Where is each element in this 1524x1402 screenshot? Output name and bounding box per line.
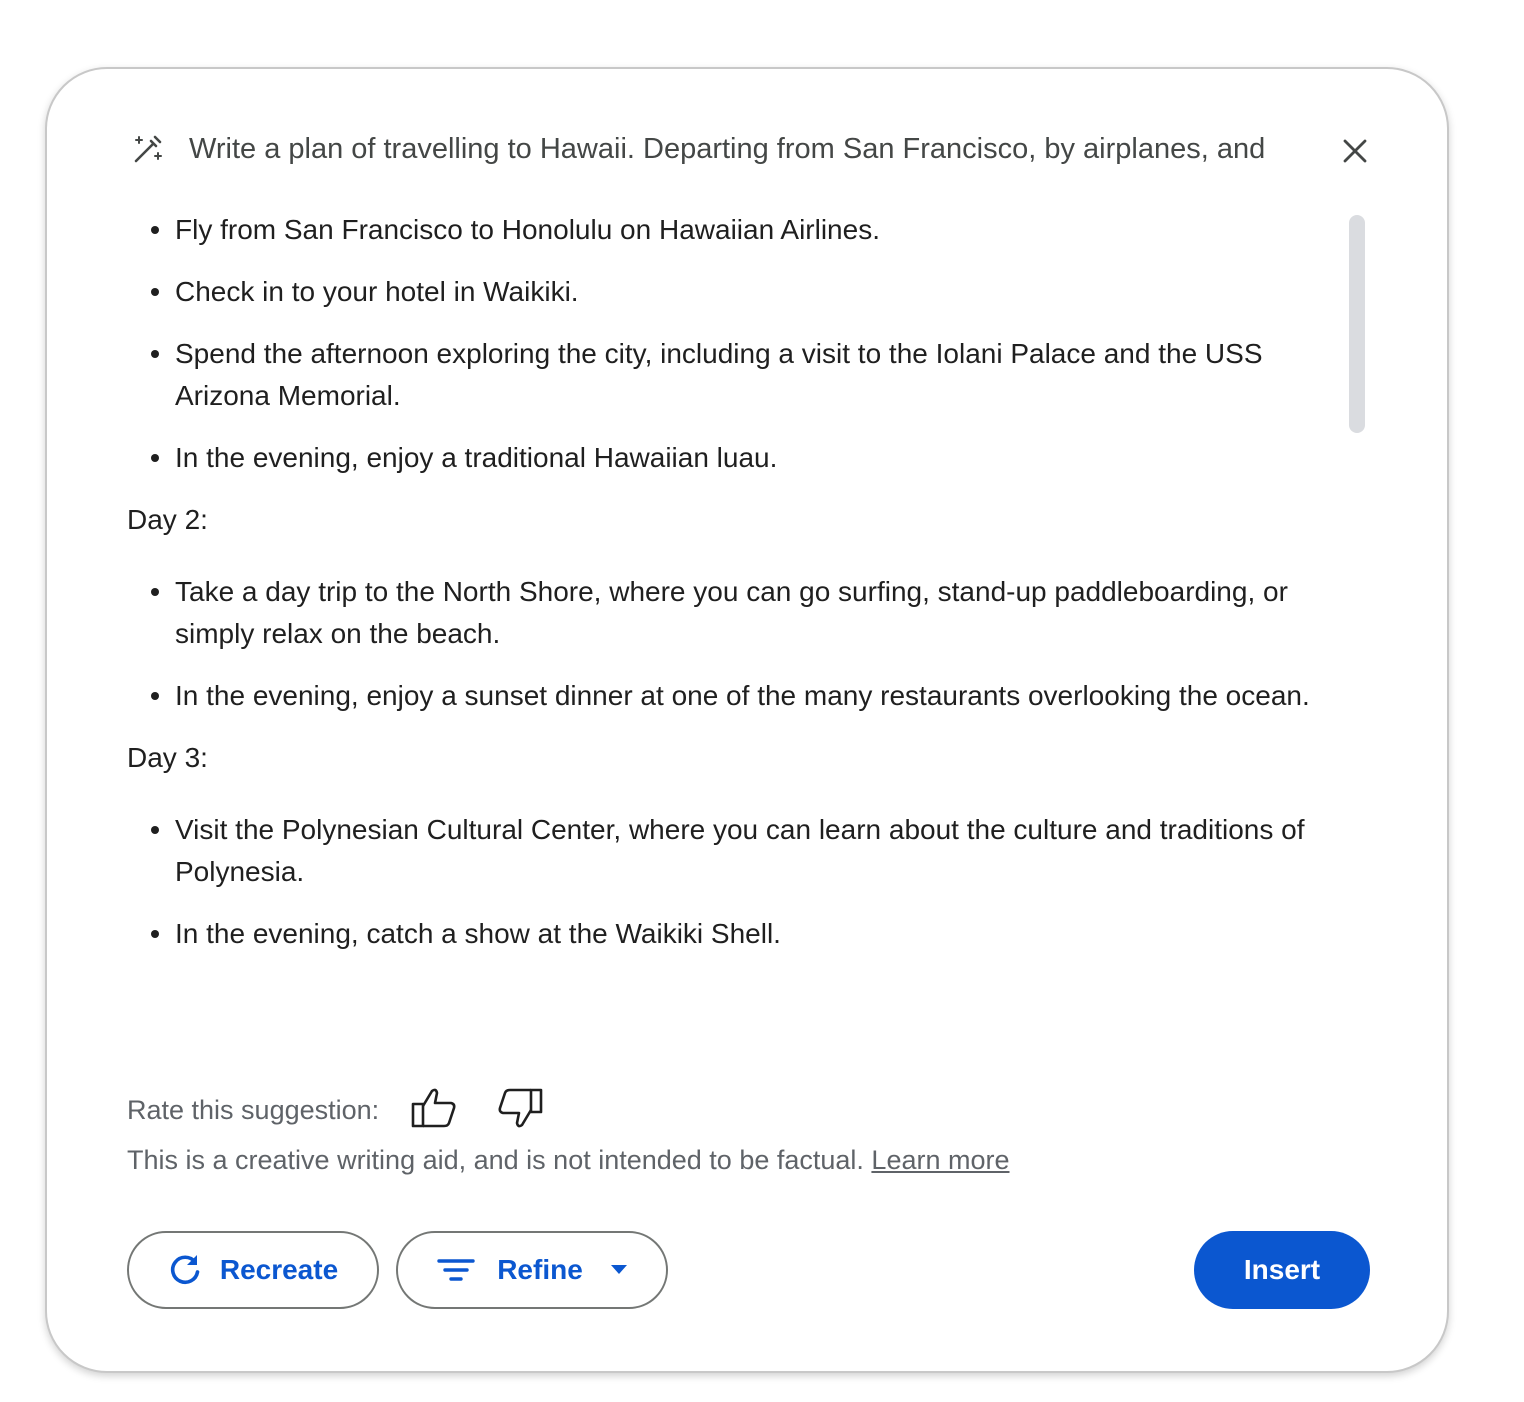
day2-list bbox=[127, 571, 1357, 717]
refine-dropdown-button[interactable] bbox=[396, 1231, 668, 1309]
list-item: Fly from San Francisco to Honolulu on Hawaiian Airlines. bbox=[175, 209, 1357, 251]
thumbs-up-icon bbox=[411, 1087, 457, 1134]
scrollbar-thumb[interactable] bbox=[1349, 215, 1365, 433]
list-item: In the evening, enjoy a traditional Hawaiian luau. bbox=[175, 437, 1357, 479]
magic-wand-icon bbox=[131, 131, 165, 165]
close-icon bbox=[1342, 138, 1368, 169]
disclaimer bbox=[127, 1145, 1010, 1176]
day1-list bbox=[127, 209, 1357, 479]
refresh-icon bbox=[168, 1253, 202, 1287]
close-button[interactable] bbox=[1333, 131, 1377, 175]
day3-list bbox=[127, 809, 1357, 955]
caret-down-icon bbox=[611, 1265, 627, 1275]
recreate-label: Recreate bbox=[219, 1254, 339, 1285]
thumbs-down-icon bbox=[497, 1087, 543, 1134]
day-heading: Day 2: bbox=[127, 504, 208, 535]
list-item: In the evening, enjoy a sunset dinner at one of the many restaurants overlooking the ocean. bbox=[175, 675, 1357, 717]
learn-more-link[interactable]: Learn more bbox=[871, 1145, 1010, 1175]
list-item: In the evening, catch a show at the Waikiki Shell. bbox=[175, 913, 1357, 955]
insert-label: Insert bbox=[1243, 1254, 1321, 1285]
disclaimer-text: This is a creative writing aid, and is not intended to be factual. bbox=[127, 1145, 872, 1175]
rating-row bbox=[127, 1085, 581, 1135]
thumbs-down-button[interactable] bbox=[495, 1085, 545, 1135]
rating-label: Rate this suggestion: bbox=[127, 1094, 380, 1125]
help-me-write-dialog bbox=[45, 67, 1449, 1373]
refine-label: Refine bbox=[497, 1254, 583, 1285]
filter-icon bbox=[437, 1257, 475, 1283]
prompt-text: Write a plan of travelling to Hawaii. Departing from San Francisco, by airplanes, and bbox=[189, 133, 1266, 165]
day-heading: Day 3: bbox=[127, 742, 208, 773]
suggestion-content[interactable] bbox=[127, 209, 1357, 1039]
list-item: Take a day trip to the North Shore, where you can go surfing, stand-up paddleboarding, or simply relax on the beach. bbox=[175, 571, 1357, 655]
thumbs-up-button[interactable] bbox=[409, 1085, 459, 1135]
list-item: Visit the Polynesian Cultural Center, where you can learn about the culture and traditions of Polynesia. bbox=[175, 809, 1357, 893]
list-item: Spend the afternoon exploring the city, including a visit to the Iolani Palace and the USS Arizona Memorial. bbox=[175, 333, 1357, 417]
recreate-button[interactable] bbox=[127, 1231, 379, 1309]
dialog-header bbox=[47, 69, 1447, 219]
insert-button[interactable] bbox=[1194, 1231, 1370, 1309]
list-item: Check in to your hotel in Waikiki. bbox=[175, 271, 1357, 313]
